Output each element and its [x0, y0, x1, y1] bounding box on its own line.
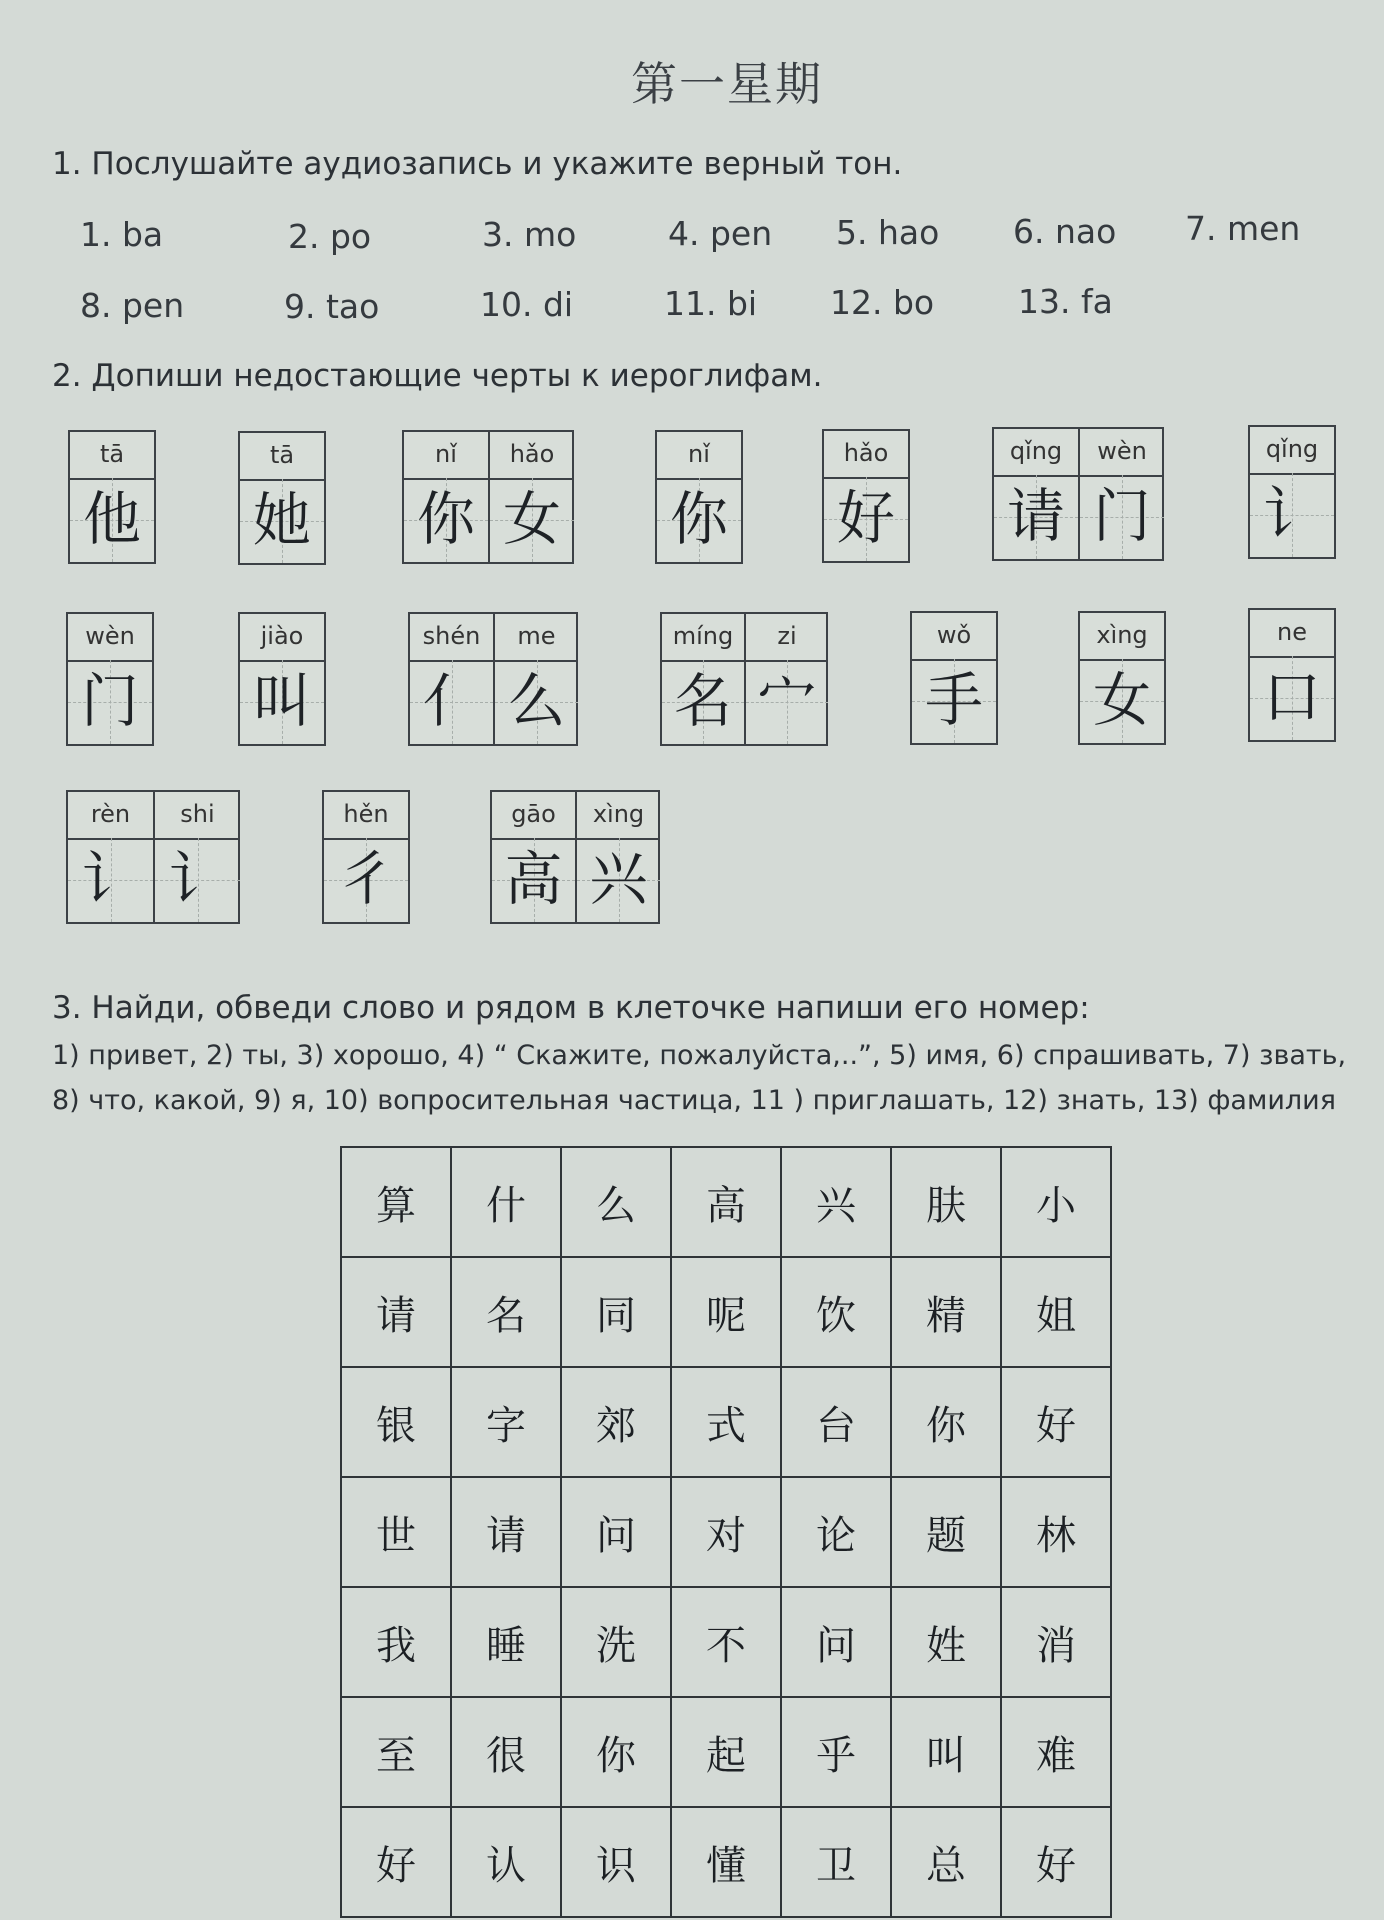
- grid-row: [341, 1147, 1111, 1257]
- pinyin-label: hěn: [324, 792, 408, 840]
- char-box: [992, 427, 1164, 561]
- grid-cell[interactable]: 洗: [561, 1587, 671, 1697]
- char-box: [1248, 608, 1336, 742]
- pinyin-label: tā: [240, 433, 324, 481]
- grid-cell[interactable]: 林: [1001, 1477, 1111, 1587]
- hanzi-stroke-exercise[interactable]: 亻: [422, 667, 481, 735]
- char-box: [322, 790, 410, 924]
- grid-cell[interactable]: 好: [1001, 1807, 1111, 1917]
- hanzi-stroke-exercise[interactable]: 门: [80, 667, 139, 735]
- tone-option: 10. di: [480, 285, 574, 324]
- tone-option: 6. nao: [1013, 212, 1117, 251]
- grid-row: [341, 1587, 1111, 1697]
- grid-cell[interactable]: 小: [1001, 1147, 1111, 1257]
- section1-heading: 1. Послушайте аудиозапись и укажите верный тон.: [52, 146, 903, 182]
- grid-cell[interactable]: 什: [451, 1147, 561, 1257]
- hanzi-stroke-exercise[interactable]: 口: [1262, 663, 1321, 731]
- hanzi-stroke-exercise[interactable]: 宀: [757, 667, 816, 735]
- grid-cell[interactable]: 姓: [891, 1587, 1001, 1697]
- grid-row: [341, 1477, 1111, 1587]
- pinyin-label: nǐ: [657, 432, 741, 480]
- grid-cell[interactable]: 消: [1001, 1587, 1111, 1697]
- char-box: [660, 612, 828, 746]
- hanzi-stroke-exercise[interactable]: 手: [924, 666, 983, 734]
- grid-cell[interactable]: 卫: [781, 1807, 891, 1917]
- hanzi-stroke-exercise[interactable]: 请: [1006, 482, 1065, 550]
- grid-cell[interactable]: 你: [561, 1697, 671, 1807]
- grid-cell[interactable]: 问: [561, 1477, 671, 1587]
- pinyin-label: nǐ: [404, 432, 488, 480]
- pinyin-label: ne: [1250, 610, 1334, 658]
- grid-cell[interactable]: 名: [451, 1257, 561, 1367]
- tone-option: 12. bo: [830, 283, 935, 322]
- char-box: [238, 612, 326, 746]
- char-box: [402, 430, 574, 564]
- grid-cell[interactable]: 字: [451, 1367, 561, 1477]
- grid-cell[interactable]: 你: [891, 1367, 1001, 1477]
- pinyin-label: tā: [70, 432, 154, 480]
- hanzi-stroke-exercise[interactable]: 高: [504, 845, 563, 913]
- pinyin-label: zi: [746, 614, 828, 662]
- grid-cell[interactable]: 认: [451, 1807, 561, 1917]
- grid-cell[interactable]: 题: [891, 1477, 1001, 1587]
- pinyin-label: shi: [155, 792, 240, 840]
- word-list-line1: 1) привет, 2) ты, 3) хорошо, 4) “ Скажите, пожалуйста,..”, 5) имя, 6) спрашивать, 7) звать,: [52, 1040, 1347, 1071]
- tone-option: 9. tao: [284, 287, 380, 326]
- grid-cell[interactable]: 睡: [451, 1587, 561, 1697]
- grid-cell[interactable]: 问: [781, 1587, 891, 1697]
- char-box: [238, 431, 326, 565]
- pinyin-label: shén: [410, 614, 493, 662]
- pinyin-label: qǐng: [1250, 427, 1334, 475]
- hanzi-stroke-exercise[interactable]: 好: [836, 484, 895, 552]
- tone-option: 8. pen: [80, 286, 185, 325]
- pinyin-label: hǎo: [490, 432, 574, 480]
- grid-cell[interactable]: 我: [341, 1587, 451, 1697]
- hanzi-stroke-exercise[interactable]: 讠: [168, 845, 227, 913]
- hanzi-stroke-exercise[interactable]: 她: [252, 486, 311, 554]
- char-box: [655, 430, 743, 564]
- grid-cell[interactable]: 很: [451, 1697, 561, 1807]
- grid-row: [341, 1697, 1111, 1807]
- char-box: [822, 429, 910, 563]
- pinyin-label: rèn: [68, 792, 153, 840]
- pinyin-label: hǎo: [824, 431, 908, 479]
- tone-option: 5. hao: [836, 213, 940, 252]
- char-box: [66, 790, 240, 924]
- hanzi-stroke-exercise[interactable]: 他: [82, 485, 141, 553]
- grid-cell[interactable]: 不: [671, 1587, 781, 1697]
- hanzi-stroke-exercise[interactable]: 女: [1092, 666, 1151, 734]
- word-list-line2: 8) что, какой, 9) я, 10) вопросительная частица, 11 ) приглашать, 12) знать, 13) фамилия: [52, 1085, 1336, 1116]
- char-box: [910, 611, 998, 745]
- grid-row: [341, 1807, 1111, 1917]
- grid-cell[interactable]: 饮: [781, 1257, 891, 1367]
- grid-cell[interactable]: 乎: [781, 1697, 891, 1807]
- pinyin-label: me: [495, 614, 578, 662]
- grid-cell[interactable]: 世: [341, 1477, 451, 1587]
- char-box: [1248, 425, 1336, 559]
- grid-cell[interactable]: 高: [671, 1147, 781, 1257]
- grid-cell[interactable]: 式: [671, 1367, 781, 1477]
- hanzi-stroke-exercise[interactable]: 门: [1092, 482, 1151, 550]
- grid-cell[interactable]: 叫: [891, 1697, 1001, 1807]
- char-box: [408, 612, 578, 746]
- grid-cell[interactable]: 懂: [671, 1807, 781, 1917]
- grid-cell[interactable]: 总: [891, 1807, 1001, 1917]
- tone-option: 1. ba: [80, 215, 164, 254]
- hanzi-stroke-exercise[interactable]: 名: [673, 667, 732, 735]
- grid-cell[interactable]: 郊: [561, 1367, 671, 1477]
- pinyin-label: wǒ: [912, 613, 996, 661]
- grid-cell[interactable]: 么: [561, 1147, 671, 1257]
- grid-cell[interactable]: 同: [561, 1257, 671, 1367]
- pinyin-label: qǐng: [994, 429, 1078, 477]
- tone-option: 7. men: [1185, 209, 1301, 248]
- tone-option: 2. po: [288, 217, 372, 256]
- grid-cell[interactable]: 精: [891, 1257, 1001, 1367]
- grid-cell[interactable]: 台: [781, 1367, 891, 1477]
- grid-cell[interactable]: 好: [341, 1807, 451, 1917]
- grid-cell[interactable]: 起: [671, 1697, 781, 1807]
- grid-cell[interactable]: 对: [671, 1477, 781, 1587]
- hanzi-stroke-exercise[interactable]: 讠: [1262, 480, 1321, 548]
- word-search-grid: [340, 1146, 1112, 1918]
- char-box: [68, 430, 156, 564]
- section3-heading: 3. Найди, обведи слово и рядом в клеточке напиши его номер:: [52, 990, 1090, 1026]
- grid-cell[interactable]: 好: [1001, 1367, 1111, 1477]
- pinyin-label: gāo: [492, 792, 575, 840]
- pinyin-label: wèn: [68, 614, 152, 662]
- grid-cell[interactable]: 请: [341, 1257, 451, 1367]
- grid-cell[interactable]: 难: [1001, 1697, 1111, 1807]
- hanzi-stroke-exercise[interactable]: 叫: [252, 667, 311, 735]
- tone-option: 3. mo: [482, 215, 577, 254]
- grid-cell[interactable]: 识: [561, 1807, 671, 1917]
- page-title: 第一星期: [631, 57, 823, 111]
- pinyin-label: míng: [662, 614, 744, 662]
- hanzi-stroke-exercise[interactable]: 讠: [81, 845, 140, 913]
- char-box: [66, 612, 154, 746]
- grid-cell[interactable]: 姐: [1001, 1257, 1111, 1367]
- section2-heading: 2. Допиши недостающие черты к иероглифам.: [52, 358, 823, 394]
- char-box: [1078, 611, 1166, 745]
- grid-cell[interactable]: 算: [341, 1147, 451, 1257]
- grid-cell[interactable]: 请: [451, 1477, 561, 1587]
- pinyin-label: xìng: [577, 792, 660, 840]
- grid-cell[interactable]: 论: [781, 1477, 891, 1587]
- hanzi-stroke-exercise[interactable]: 女: [502, 485, 561, 553]
- grid-cell[interactable]: 肤: [891, 1147, 1001, 1257]
- grid-cell[interactable]: 兴: [781, 1147, 891, 1257]
- hanzi-stroke-exercise[interactable]: 彳: [336, 845, 395, 913]
- pinyin-label: jiào: [240, 614, 324, 662]
- grid-cell[interactable]: 呢: [671, 1257, 781, 1367]
- hanzi-stroke-exercise[interactable]: 么: [507, 667, 566, 735]
- pinyin-label: wèn: [1080, 429, 1164, 477]
- grid-cell[interactable]: 至: [341, 1697, 451, 1807]
- grid-cell[interactable]: 银: [341, 1367, 451, 1477]
- pinyin-label: xìng: [1080, 613, 1164, 661]
- tone-option: 4. pen: [668, 214, 773, 253]
- tone-option: 13. fa: [1018, 282, 1113, 321]
- grid-row: [341, 1257, 1111, 1367]
- hanzi-stroke-exercise[interactable]: 你: [669, 485, 728, 553]
- char-box: [490, 790, 660, 924]
- hanzi-stroke-exercise[interactable]: 你: [416, 485, 475, 553]
- tone-option: 11. bi: [664, 284, 758, 323]
- hanzi-stroke-exercise[interactable]: 兴: [589, 845, 648, 913]
- grid-row: [341, 1367, 1111, 1477]
